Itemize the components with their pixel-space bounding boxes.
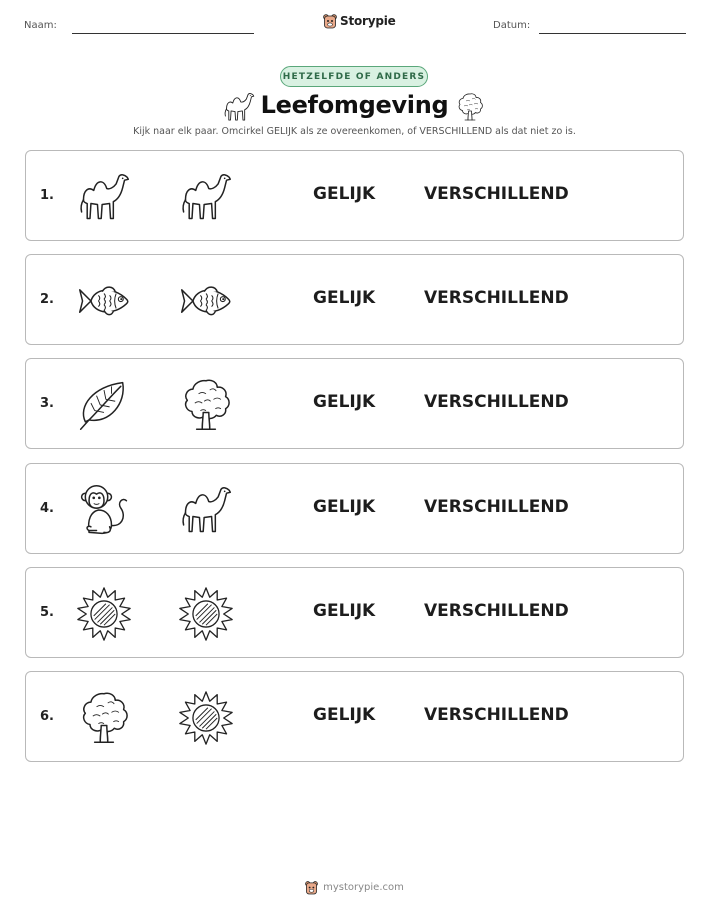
row-number: 3. [40,396,54,411]
option-same[interactable]: GELIJK [313,705,376,725]
fish-icon [178,273,234,329]
tree-icon [76,690,132,746]
page-title: Leefomgeving [260,91,449,119]
option-same[interactable]: GELIJK [313,392,376,412]
storypie-bear-icon [323,13,337,29]
exercise-row [25,567,684,658]
monkey-icon [76,482,132,538]
sun-icon [76,586,132,642]
camel-icon [178,169,234,225]
tree-icon [455,90,485,124]
name-line[interactable] [72,33,254,34]
leaf-icon [76,377,132,433]
sun-icon [178,690,234,746]
option-different[interactable]: VERSCHILLEND [424,184,569,204]
category-badge: HETZELFDE OF ANDERS [280,66,428,87]
date-line[interactable] [539,33,686,34]
option-different[interactable]: VERSCHILLEND [424,601,569,621]
footer-url: mystorypie.com [323,882,404,893]
sun-icon [178,586,234,642]
option-different[interactable]: VERSCHILLEND [424,392,569,412]
row-number: 2. [40,292,54,307]
tree-icon [178,377,234,433]
instructions: Kijk naar elk paar. Omcirkel GELIJK als ze overeenkomen, of VERSCHILLEND als dat niet zo is. [133,126,576,137]
option-same[interactable]: GELIJK [313,288,376,308]
option-different[interactable]: VERSCHILLEND [424,288,569,308]
row-number: 4. [40,501,54,516]
row-number: 6. [40,709,54,724]
camel-icon [178,482,234,538]
row-number: 1. [40,188,54,203]
storypie-bear-icon [305,880,318,895]
row-number: 5. [40,605,54,620]
exercise-row [25,254,684,345]
name-label: Naam: [24,20,57,31]
option-same[interactable]: GELIJK [313,184,376,204]
storypie-logo [323,13,396,29]
logo-text: Storypie [340,14,396,28]
option-different[interactable]: VERSCHILLEND [424,705,569,725]
exercise-row [25,671,684,762]
exercise-row [25,463,684,554]
option-different[interactable]: VERSCHILLEND [424,497,569,517]
option-same[interactable]: GELIJK [313,497,376,517]
camel-icon [76,169,132,225]
date-label: Datum: [493,20,531,31]
exercise-row [25,150,684,241]
exercise-row [25,358,684,449]
footer [0,880,709,895]
option-same[interactable]: GELIJK [313,601,376,621]
fish-icon [76,273,132,329]
